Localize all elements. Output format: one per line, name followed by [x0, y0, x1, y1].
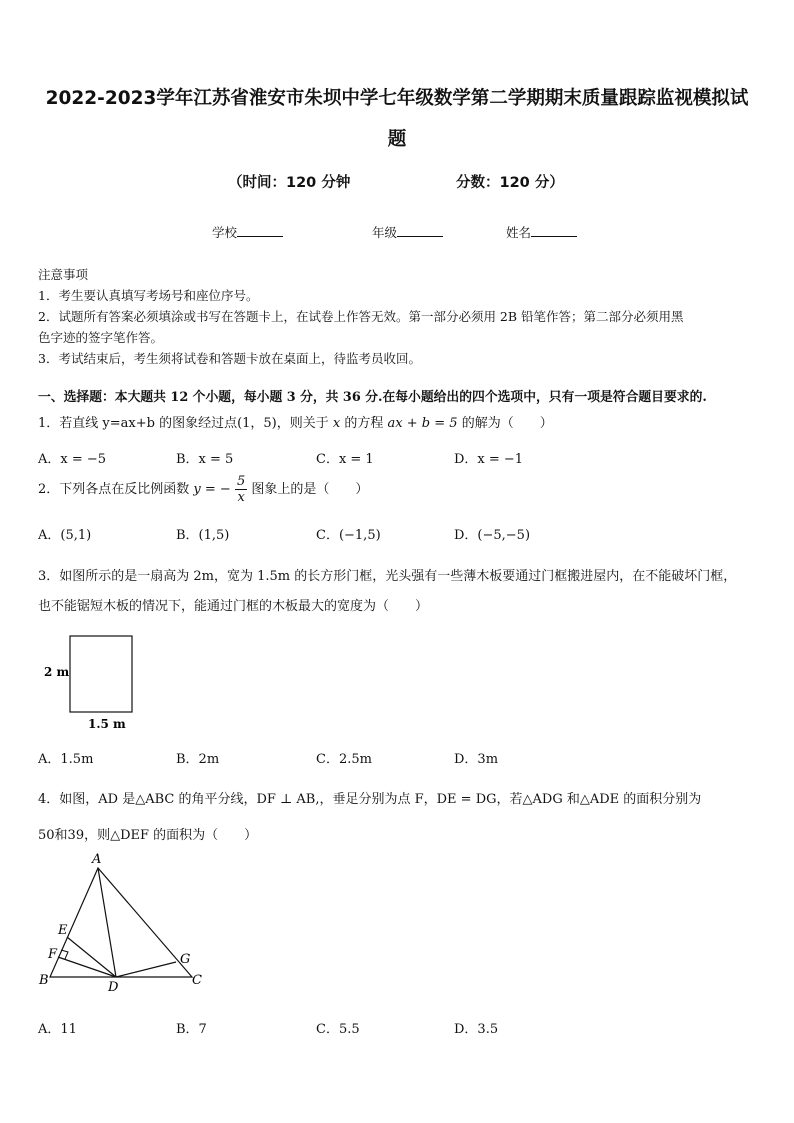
- segment-de: [67, 937, 116, 977]
- q2-option-b[interactable]: B．(1,5): [176, 528, 230, 543]
- exam-score: 分数：120 分）: [456, 175, 564, 191]
- q1-text: 1．若直线 y=ax+b 的图象经过点(1，5)，则关于: [38, 416, 329, 431]
- q1-text3: 的解为（ ）: [461, 416, 553, 431]
- segment-ad: [98, 868, 116, 977]
- notes-heading: 注意事项: [38, 267, 89, 282]
- point-label-c: C: [192, 973, 202, 988]
- q2-fraction-numerator: 5: [236, 474, 246, 489]
- q1-text2: 的方程: [344, 416, 384, 431]
- notes-item: 1．考生要认真填写考场号和座位序号。: [38, 288, 259, 303]
- q1-var: x: [332, 416, 341, 431]
- q2-text2: 图象上的是（ ）: [251, 482, 369, 497]
- q4-text-line1: 4．如图，AD 是△ABC 的角平分线，DF ⊥ AB,，垂足分别为点 F，DE = DG，若△ADG 和△ADE 的面积分别为: [38, 792, 702, 807]
- point-label-f: F: [48, 947, 58, 962]
- name-field: [506, 223, 577, 241]
- point-label-b: B: [39, 973, 49, 988]
- q2-fraction-denominator: x: [237, 490, 245, 505]
- school-label: 学校: [212, 225, 238, 240]
- q2-text: 2．下列各点在反比例函数: [38, 482, 190, 497]
- exam-time: （时间：120 分钟: [228, 175, 351, 191]
- exam-title-line2: 题: [387, 129, 407, 150]
- point-label-d: D: [108, 980, 119, 995]
- name-blank: [531, 224, 577, 237]
- door-height-label: 2 m: [44, 665, 70, 679]
- right-angle-mark: [61, 950, 68, 959]
- segment-df: [58, 957, 116, 977]
- segment-dg: [116, 962, 176, 977]
- notes-item: 色字迹的签字笔作答。: [38, 330, 164, 345]
- q3-text-line1: 3．如图所示的是一扇高为 2m，宽为 1.5m 的长方形门框，光头强有一些薄木板要通过门框搬进屋内，在不能破坏门框，: [38, 569, 737, 584]
- door-frame-rectangle: [70, 636, 132, 712]
- q3-option-c[interactable]: C．2.5m: [316, 752, 372, 767]
- triangle-abc: [50, 868, 192, 977]
- grade-label: 年级: [372, 225, 398, 240]
- point-label-a: A: [92, 852, 102, 867]
- section-heading: 一、选择题：本大题共 12 个小题，每小题 3 分，共 36 分.在每小题给出的四个选项中，只有一项是符合题目要求的.: [38, 390, 707, 405]
- q4-option-b[interactable]: B．7: [176, 1022, 207, 1037]
- q1-option-b[interactable]: B．x = 5: [176, 452, 234, 467]
- q3-option-d[interactable]: D．3m: [454, 752, 499, 767]
- exam-title-line1: 2022-2023学年江苏省淮安市朱坝中学七年级数学第二学期期末质量跟踪监视模拟试: [45, 88, 749, 109]
- point-label-e: E: [58, 923, 68, 938]
- q4-option-c[interactable]: C．5.5: [316, 1022, 360, 1037]
- q1-option-a[interactable]: A．x = −5: [38, 452, 107, 467]
- q3-text-line2: 也不能锯短木板的情况下，能通过门框的木板最大的宽度为（ ）: [38, 599, 429, 614]
- point-label-g: G: [180, 952, 191, 967]
- school-blank: [237, 224, 283, 237]
- name-label: 姓名: [506, 225, 532, 240]
- question-4: [38, 782, 763, 854]
- q1-option-c[interactable]: C．x = 1: [316, 452, 374, 467]
- question-3: [38, 562, 763, 622]
- q2-option-d[interactable]: D．(−5,−5): [454, 528, 531, 543]
- q2-function: y = −: [193, 482, 231, 497]
- question-2: [38, 474, 763, 505]
- school-field: [212, 223, 283, 241]
- q4-option-d[interactable]: D．3.5: [454, 1022, 499, 1037]
- q3-option-a[interactable]: A．1.5m: [38, 752, 94, 767]
- q2-fraction: [235, 474, 247, 505]
- notes-item: 2．试题所有答案必须填涂或书写在答题卡上，在试卷上作答无效。第一部分必须用 2B 铅笔作答；第二部分必须用黑: [38, 309, 684, 324]
- notes-item: 3．考试结束后，考生须将试卷和答题卡放在桌面上，待监考员收回。: [38, 351, 421, 366]
- q1-equation: ax + b = 5: [387, 416, 458, 431]
- q2-option-c[interactable]: C．(−1,5): [316, 528, 381, 543]
- notes-block: [38, 264, 760, 369]
- grade-field: [372, 223, 443, 241]
- door-frame-figure: [38, 630, 148, 730]
- q4-text-line2: 50和39，则△DEF 的面积为（ ）: [38, 828, 258, 843]
- q1-option-d[interactable]: D．x = −1: [454, 452, 524, 467]
- q3-option-b[interactable]: B．2m: [176, 752, 220, 767]
- door-width-label: 1.5 m: [88, 717, 126, 730]
- q2-option-a[interactable]: A．(5,1): [38, 528, 92, 543]
- grade-blank: [397, 224, 443, 237]
- q4-option-a[interactable]: A．11: [38, 1022, 77, 1037]
- triangle-figure: [36, 850, 216, 995]
- question-1: [38, 413, 763, 434]
